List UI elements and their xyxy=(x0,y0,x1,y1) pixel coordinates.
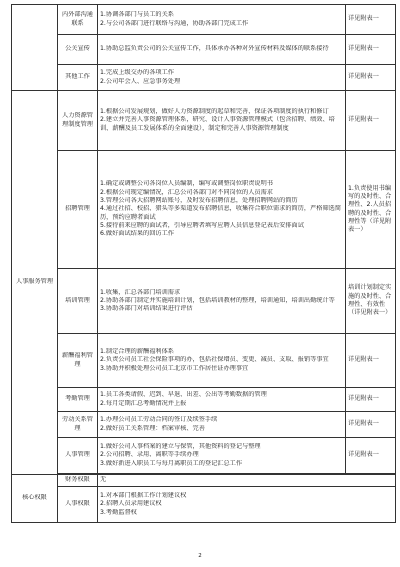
duty-cell xyxy=(98,412,346,438)
duty-cell xyxy=(98,438,346,474)
duty-cell xyxy=(98,487,396,523)
subcategory-cell xyxy=(58,487,98,523)
duty-line: 1.收集，汇总各部门培训需求 xyxy=(100,288,181,296)
duty-line: 2.招聘人员录用建议权 xyxy=(100,500,162,508)
duty-line: 3.协助并积极处理公司员工北京市工作居住证办理事宜 xyxy=(100,364,249,372)
note-cell xyxy=(346,5,396,35)
table-row xyxy=(12,487,396,523)
subcategory-cell xyxy=(58,412,98,438)
note-text: 详见附表一 xyxy=(348,451,379,459)
note-text: 详见附表一 xyxy=(348,420,379,428)
duty-line: 3.管理公司各大招聘网站账号，及时发布招聘信息，处理招聘网站的简历 xyxy=(100,197,298,205)
duty-cell xyxy=(98,475,396,487)
subcategory-cell xyxy=(58,35,98,65)
duty-cell xyxy=(98,151,346,269)
table-row xyxy=(12,151,396,269)
subcategory-cell xyxy=(58,388,98,412)
table-row xyxy=(12,412,396,438)
table-row xyxy=(12,438,396,474)
responsibility-table xyxy=(11,4,396,523)
subcategory-label: 其他工作 xyxy=(65,73,90,81)
note-cell xyxy=(346,65,396,91)
duty-line: 3.考勤监督权 xyxy=(100,508,137,516)
duty-line: 3.做好新进入职员工与每月离职员工的登记汇总工作 xyxy=(100,459,243,467)
duty-line: 2.根据公司现定编情况，汇总公司各部门对不同岗位的人员需求 xyxy=(100,188,273,196)
duty-line: 1.根据公司发展规划，做好人力资源制度的起草和完善，保证各项制度的执行和修订 xyxy=(100,108,329,116)
note-cell xyxy=(346,438,396,474)
duty-line: 1.员工各类请假、迟到、早退、出差、公出等考勤数据的管理 xyxy=(100,391,267,399)
note-cell xyxy=(346,388,396,412)
duty-line: 2.公司招聘、录用、离职等手续办理 xyxy=(100,451,199,459)
subcategory-label: 招聘管理 xyxy=(65,205,90,213)
duty-line: 1.完成上级交办的各项工作 xyxy=(100,69,174,77)
duty-line: 2.每月定期汇总考勤情况并上报 xyxy=(100,399,187,407)
subcategory-label: 薪酬福利管理 xyxy=(62,352,93,368)
subcategory-cell xyxy=(58,438,98,474)
note-cell xyxy=(346,91,396,151)
category-cell-empty xyxy=(12,5,58,91)
table-row xyxy=(12,35,396,65)
note-text: 详见附表一 xyxy=(348,116,379,124)
table-row xyxy=(12,475,396,487)
note-text: 详见附表一 xyxy=(348,356,379,364)
subcategory-label: 公关宣传 xyxy=(65,45,90,53)
category-cell xyxy=(12,475,58,523)
note-cell xyxy=(346,334,396,388)
subcategory-cell xyxy=(58,91,98,151)
note-cell xyxy=(346,35,396,65)
subcategory-label: 人事权限 xyxy=(65,500,90,508)
note-text: 详见附表一 xyxy=(348,395,379,403)
duty-line: 1.协调各部门与员工的关系 xyxy=(100,11,174,19)
duty-line: 2.建立并完善人事资源管理体系，研究、设计人事资源管理模式（包含招聘、绩效、培训、薪酬及员工发展体系的全面建设），制定和完善人事资源管理制度 xyxy=(100,116,335,132)
table-row xyxy=(12,91,396,151)
category-label: 人事服务管理 xyxy=(15,278,54,286)
note-cell xyxy=(346,412,396,438)
subcategory-label: 培训管理 xyxy=(65,296,90,304)
category-label: 核心权限 xyxy=(22,494,47,502)
table-row xyxy=(12,334,396,388)
duty-line: 1.做好公司人事档案的建立与保管，其他资料的登记与整理 xyxy=(100,443,261,451)
subcategory-label: 内外部沟通联系 xyxy=(62,11,93,27)
note-text: 培训计划制定实施的及时性、合理性、有效性（详见附表一） xyxy=(348,284,392,317)
subcategory-cell xyxy=(58,151,98,269)
duty-cell xyxy=(98,269,346,334)
duty-line: 5.接待前来应聘的面试者，引导应聘者填写应聘人员信息登记表后安排面试 xyxy=(100,221,304,229)
duty-line: 2.负责公司员工社会保险事项的办，包括社保增员、变更、减员、支取、报销等事宜 xyxy=(100,356,329,364)
note-text: 详见附表一 xyxy=(348,45,379,53)
duty-cell xyxy=(98,388,346,412)
table-row xyxy=(12,5,396,35)
duty-line: 3.协助各部门对培训结果进行评估 xyxy=(100,305,193,313)
subcategory-cell xyxy=(58,65,98,91)
subcategory-cell xyxy=(58,334,98,388)
duty-cell xyxy=(98,35,346,65)
note-text: 详见附表一 xyxy=(348,15,379,23)
duty-line: 6.做好面试结果的回访工作 xyxy=(100,230,174,238)
subcategory-label: 劳动关系管理 xyxy=(62,416,93,432)
note-text: 1.负责使用书编写的及时性、合理性、2.人员招聘的及时性、合理性等（详见附表一） xyxy=(348,184,392,234)
duty-cell xyxy=(98,91,346,151)
note-cell xyxy=(346,151,396,269)
subcategory-label: 考勤管理 xyxy=(65,395,90,403)
duty-line: 1.确定或调整公司各岗位人员编制，编写或调整岗位职责说明书 xyxy=(100,180,273,188)
subcategory-label: 财务权限 xyxy=(65,476,90,484)
duty-line: 无 xyxy=(100,476,107,484)
subcategory-cell xyxy=(58,5,98,35)
table-row xyxy=(12,269,396,334)
duty-cell xyxy=(98,334,346,388)
duty-line: 1.协助总监负责公司的公关宣传工作，具体承办各种对外宣传材料及媒体的联系接待 xyxy=(100,45,329,53)
subcategory-cell xyxy=(58,475,98,487)
duty-line: 2.与公司各部门进行联络与沟通，协助各部门完成工作 xyxy=(100,19,249,27)
subcategory-label: 人力资源管理制度管理 xyxy=(62,112,93,128)
duty-cell xyxy=(98,65,346,91)
duty-line: 1.制定合理的薪酬福利体系 xyxy=(100,348,174,356)
page-number: 2 xyxy=(198,553,202,559)
subcategory-cell xyxy=(58,269,98,334)
duty-line: 2.做好员工关系管理：档案审核、完善 xyxy=(100,424,205,432)
duty-line: 2.协助各部门制定并实施培训计划，包括培训教材的整理，培训通知，培训出勤统计等 xyxy=(100,296,335,304)
table-row xyxy=(12,388,396,412)
category-cell xyxy=(12,91,58,475)
duty-line: 1.办理公司员工劳动合同的签订及续签手续 xyxy=(100,416,218,424)
duty-line: 4.通过社招、校招、猎头等多渠道发布招聘信息，收集符合职位需求的简历，严格筛选简历，预约应聘者面试 xyxy=(100,205,342,221)
note-cell xyxy=(346,269,396,334)
duty-line: 2.公司年会人、应急事务处理 xyxy=(100,77,181,85)
duty-cell xyxy=(98,5,346,35)
subcategory-label: 人事管理 xyxy=(65,451,90,459)
note-text: 详见附表一 xyxy=(348,73,379,81)
table-row xyxy=(12,65,396,91)
duty-line: 1.对本部门根据工作计划建议权 xyxy=(100,492,187,500)
